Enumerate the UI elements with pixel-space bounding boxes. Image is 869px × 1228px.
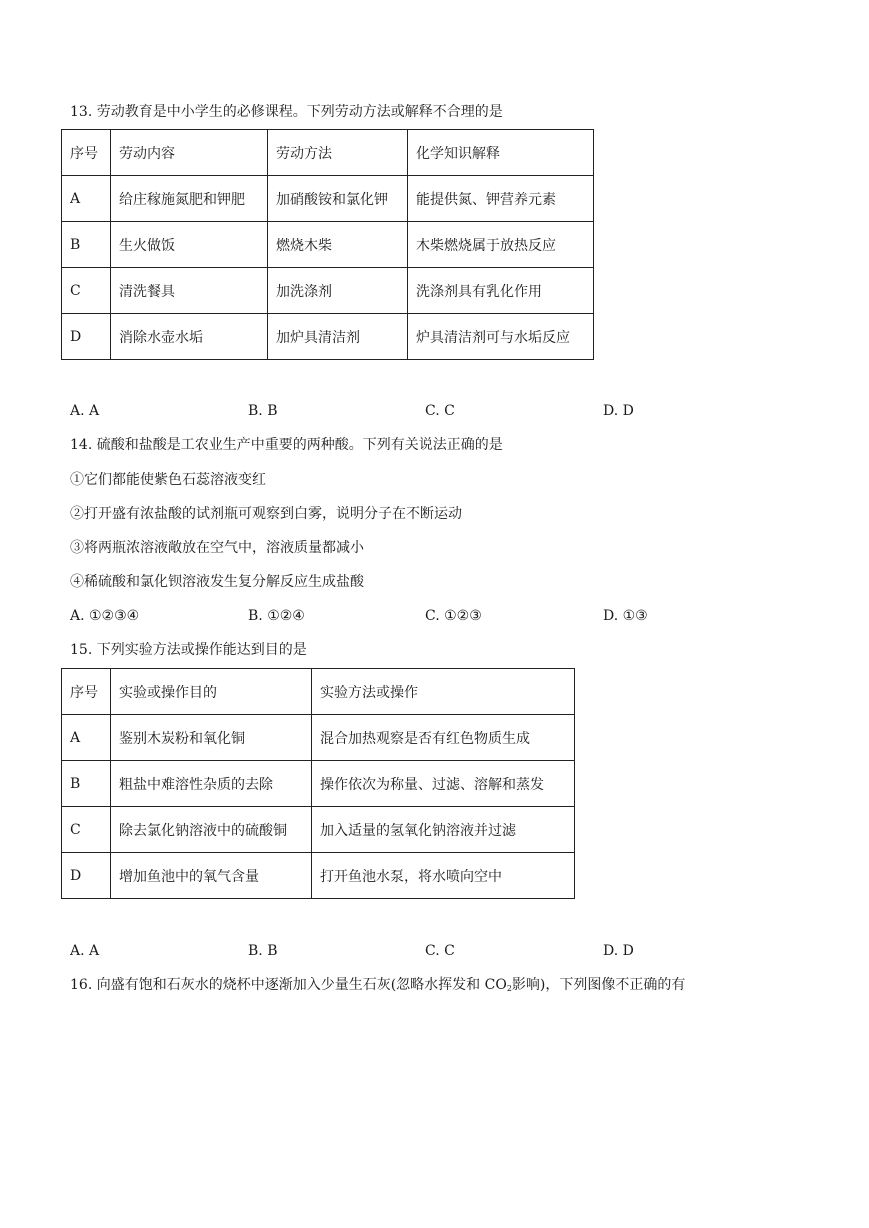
table-row: [62, 176, 594, 222]
q16-stem-text: 16. 向盛有饱和石灰水的烧杯中逐渐加入少量生石灰(忽略水挥发和 CO: [70, 977, 507, 993]
table-cell: 洗涤剂具有乳化作用: [408, 268, 594, 314]
table-row: [62, 761, 575, 807]
table-cell: 操作依次为称量、过滤、溶解和蒸发: [312, 761, 575, 807]
q15-table: [61, 668, 575, 899]
table-cell: B: [62, 761, 111, 807]
table-row: [62, 853, 575, 899]
table-cell: 加洗涤剂: [268, 268, 408, 314]
q14-option-a[interactable]: A. ①②③④: [70, 608, 140, 624]
q14-statement-4: ④稀硫酸和氯化钡溶液发生复分解反应生成盐酸: [70, 574, 364, 590]
table-cell: 鉴别木炭粉和氧化铜: [111, 715, 312, 761]
table-cell: C: [62, 807, 111, 853]
header-cell: 序号: [62, 130, 111, 176]
q13-table: [61, 129, 594, 360]
table-cell: C: [62, 268, 111, 314]
table-row: [62, 807, 575, 853]
table-row: [62, 222, 594, 268]
table-cell: 燃烧木柴: [268, 222, 408, 268]
table-cell: A: [62, 715, 111, 761]
q15-stem: 15. 下列实验方法或操作能达到目的是: [70, 642, 307, 658]
q15-option-c[interactable]: C. C: [425, 943, 455, 959]
table-row: [62, 314, 594, 360]
q14-stem: 14. 硫酸和盐酸是工农业生产中重要的两种酸。下列有关说法正确的是: [70, 437, 503, 453]
table-cell: 能提供氮、钾营养元素: [408, 176, 594, 222]
q14-statement-1: ①它们都能使紫色石蕊溶液变红: [70, 472, 266, 488]
table-cell: D: [62, 853, 111, 899]
q15-option-b[interactable]: B. B: [248, 943, 278, 959]
table-cell: 生火做饭: [111, 222, 268, 268]
header-cell: 劳动方法: [268, 130, 408, 176]
table-row: [62, 715, 575, 761]
table-row: [62, 268, 594, 314]
table-cell: 混合加热观察是否有红色物质生成: [312, 715, 575, 761]
table-cell: 加炉具清洁剂: [268, 314, 408, 360]
table-header-row: [62, 669, 575, 715]
q13-stem: 13. 劳动教育是中小学生的必修课程。下列劳动方法或解释不合理的是: [70, 104, 503, 120]
q14-option-b[interactable]: B. ①②④: [248, 608, 305, 624]
q14-option-c[interactable]: C. ①②③: [425, 608, 482, 624]
header-cell: 实验或操作目的: [111, 669, 312, 715]
header-cell: 劳动内容: [111, 130, 268, 176]
header-cell: 序号: [62, 669, 111, 715]
table-cell: 加硝酸铵和氯化钾: [268, 176, 408, 222]
header-cell: 化学知识解释: [408, 130, 594, 176]
q13-option-a[interactable]: A. A: [70, 403, 100, 419]
q14-statement-3: ③将两瓶浓溶液敞放在空气中，溶液质量都减小: [70, 540, 364, 556]
q15-option-a[interactable]: A. A: [70, 943, 100, 959]
q14-statement-2: ②打开盛有浓盐酸的试剂瓶可观察到白雾，说明分子在不断运动: [70, 506, 462, 522]
q16-stem-text-end: 影响)，下列图像不正确的有: [511, 977, 686, 993]
table-header-row: [62, 130, 594, 176]
table-cell: 消除水壶水垢: [111, 314, 268, 360]
table-cell: 打开鱼池水泵，将水喷向空中: [312, 853, 575, 899]
table-cell: 清洗餐具: [111, 268, 268, 314]
q14-option-d[interactable]: D. ①③: [603, 608, 648, 624]
table-cell: 给庄稼施氮肥和钾肥: [111, 176, 268, 222]
q13-option-b[interactable]: B. B: [248, 403, 278, 419]
table-cell: 增加鱼池中的氧气含量: [111, 853, 312, 899]
table-cell: A: [62, 176, 111, 222]
q16-stem: [70, 976, 685, 998]
q15-option-d[interactable]: D. D: [603, 943, 634, 959]
table-cell: 木柴燃烧属于放热反应: [408, 222, 594, 268]
q13-option-c[interactable]: C. C: [425, 403, 455, 419]
table-cell: 除去氯化钠溶液中的硫酸铜: [111, 807, 312, 853]
table-cell: 炉具清洁剂可与水垢反应: [408, 314, 594, 360]
q13-option-d[interactable]: D. D: [603, 403, 634, 419]
header-cell: 实验方法或操作: [312, 669, 575, 715]
table-cell: B: [62, 222, 111, 268]
table-cell: 粗盐中难溶性杂质的去除: [111, 761, 312, 807]
table-cell: 加入适量的氢氧化钠溶液并过滤: [312, 807, 575, 853]
q16-subscript: 2: [506, 984, 512, 993]
table-cell: D: [62, 314, 111, 360]
